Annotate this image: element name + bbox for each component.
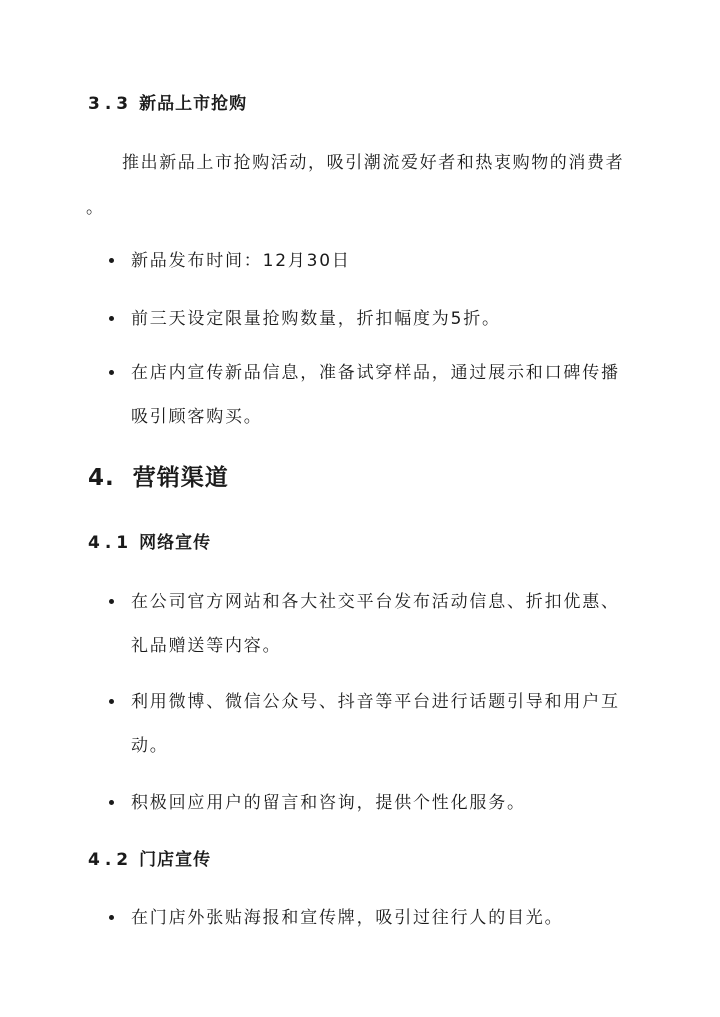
intro-paragraph-line-1: 推出新品上市抢购活动，吸引潮流爱好者和热衷购物的消费者 (122, 153, 625, 173)
list-item: 新品发布时间：12月30日 (131, 251, 351, 271)
intro-paragraph-line-2: 。 (86, 198, 105, 218)
list-item: 利用微博、微信公众号、抖音等平台进行话题引导和用户互 (131, 692, 620, 712)
list-item: 在门店外张贴海报和宣传牌，吸引过往行人的目光。 (131, 908, 564, 928)
list-item: 积极回应用户的留言和咨询，提供个性化服务。 (131, 793, 526, 813)
heading-4-1 (88, 528, 211, 553)
list-item-continuation: 动。 (131, 736, 169, 756)
heading-3-3 (88, 89, 247, 114)
list-item-continuation: 吸引顾客购买。 (131, 407, 263, 427)
heading-title: 新品上市抢购 (139, 94, 248, 114)
bullet-dot (109, 800, 114, 805)
heading-title: 网络宣传 (139, 533, 212, 553)
list-item-continuation: 礼品赠送等内容。 (131, 636, 282, 656)
bullet-dot (109, 599, 114, 604)
list-item: 在公司官方网站和各大社交平台发布活动信息、折扣优惠、 (131, 592, 620, 612)
heading-title: 门店宣传 (139, 850, 212, 870)
bullet-dot (109, 316, 114, 321)
list-item: 前三天设定限量抢购数量，折扣幅度为5折。 (131, 309, 501, 329)
bullet-dot (109, 699, 114, 704)
bullet-dot (109, 258, 114, 263)
list-item: 在店内宣传新品信息，准备试穿样品，通过展示和口碑传播 (131, 363, 620, 383)
bullet-dot (109, 370, 114, 375)
heading-number: 4.2 (88, 850, 134, 870)
heading-title: 营销渠道 (132, 465, 229, 491)
heading-4 (88, 459, 229, 492)
heading-number: 4. (88, 465, 115, 491)
bullet-dot (109, 915, 114, 920)
heading-4-2 (88, 845, 211, 870)
heading-number: 4.1 (88, 533, 134, 553)
heading-number: 3.3 (88, 94, 134, 114)
